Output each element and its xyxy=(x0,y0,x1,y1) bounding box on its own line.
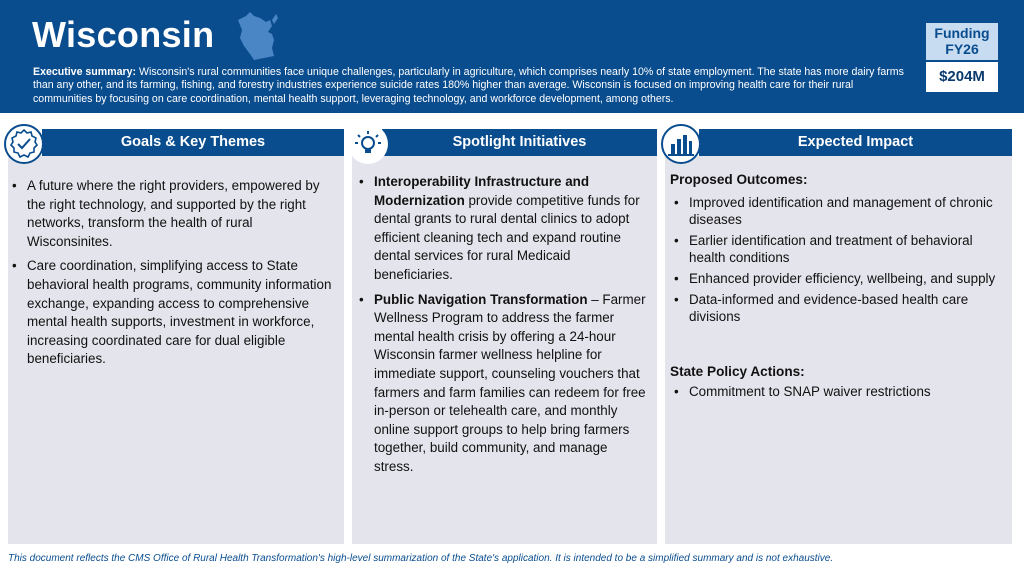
policy-item: • Commitment to SNAP waiver restrictions xyxy=(670,383,1008,400)
funding-label-line2: FY26 xyxy=(945,41,979,57)
policy-list xyxy=(670,383,1008,400)
impact-panel xyxy=(665,124,1012,544)
funding-label xyxy=(926,23,998,60)
spotlight-item-name: Interoperability Infrastructure and Modernization xyxy=(374,174,590,208)
goals-body xyxy=(8,156,344,544)
funding-label-line1: Funding xyxy=(934,25,990,41)
goals-header: Goals & Key Themes xyxy=(42,129,344,156)
outcome-item: • Enhanced provider efficiency, wellbeing, and supply xyxy=(670,270,1008,287)
executive-summary xyxy=(33,66,913,106)
spotlight-item-text: provide competitive funds for dental grants to rural dental clinics to adopt efficient cleaning tech and expand routine dental services for rural Medicaid beneficiaries. xyxy=(374,192,640,282)
header-banner xyxy=(0,0,1024,113)
goals-list xyxy=(8,177,338,369)
goals-panel xyxy=(8,124,344,544)
footer-disclaimer: This document reflects the CMS Office of Rural Health Transformation's high-level summarization of the State's application. It is intended to be a simplified summary and is not exhaustive. xyxy=(8,553,834,564)
goal-item: • Care coordination, simplifying access to State behavioral health programs, community information exchange, expanding access to comprehensive mental health supports, investment in workforce, increasing coordinated care for dual eligible beneficiaries. xyxy=(8,257,338,369)
goal-item: • A future where the right providers, empowered by the right technology, and supported by the right networks, transform the health of rural Wisconsinites. xyxy=(8,177,338,251)
outcomes-heading: Proposed Outcomes: xyxy=(670,172,808,187)
funding-amount: $204M xyxy=(926,62,998,92)
spotlight-item-text: – Farmer Wellness Program to address the farmer mental health crisis by offering a 24-hour Wisconsin farmer wellness helpline for immediate support, counseling vouchers that farmers and farm families can redeem for free in-person or telehealth care, and monthly online support groups to help bring farmers together, build community, and manage stress. xyxy=(374,291,646,474)
spotlight-list xyxy=(355,173,649,477)
funding-box xyxy=(926,23,998,92)
spotlight-panel xyxy=(352,124,657,544)
summary-label: Executive summary: xyxy=(33,66,137,78)
spotlight-item xyxy=(355,291,649,477)
summary-text: Wisconsin's rural communities face unique challenges, particularly in agriculture, which comprises nearly 10% of state employment. The state has more dairy farms than any other, and its farming, fishing, and forestry industries experience suicide rates 180% higher than average. Wisconsin is focused on improving health care for their rural communities by focusing on care coordination, mental health support, leveraging technology, and workforce development, among others. xyxy=(33,66,904,105)
spotlight-item-name: Public Navigation Transformation xyxy=(374,291,588,307)
spotlight-header: Spotlight Initiatives xyxy=(382,129,657,156)
impact-header: Expected Impact xyxy=(699,129,1012,156)
outcome-item: • Data-informed and evidence-based health care divisions xyxy=(670,291,1008,325)
outcomes-list xyxy=(670,194,1008,325)
outcome-item: • Improved identification and management of chronic diseases xyxy=(670,194,1008,228)
spotlight-item xyxy=(355,173,649,285)
impact-body xyxy=(665,156,1012,544)
outcome-item: • Earlier identification and treatment of behavioral health conditions xyxy=(670,232,1008,266)
policy-heading: State Policy Actions: xyxy=(670,363,805,379)
state-map-icon xyxy=(232,10,280,62)
spotlight-body xyxy=(352,156,657,544)
page-title: Wisconsin xyxy=(32,14,215,55)
